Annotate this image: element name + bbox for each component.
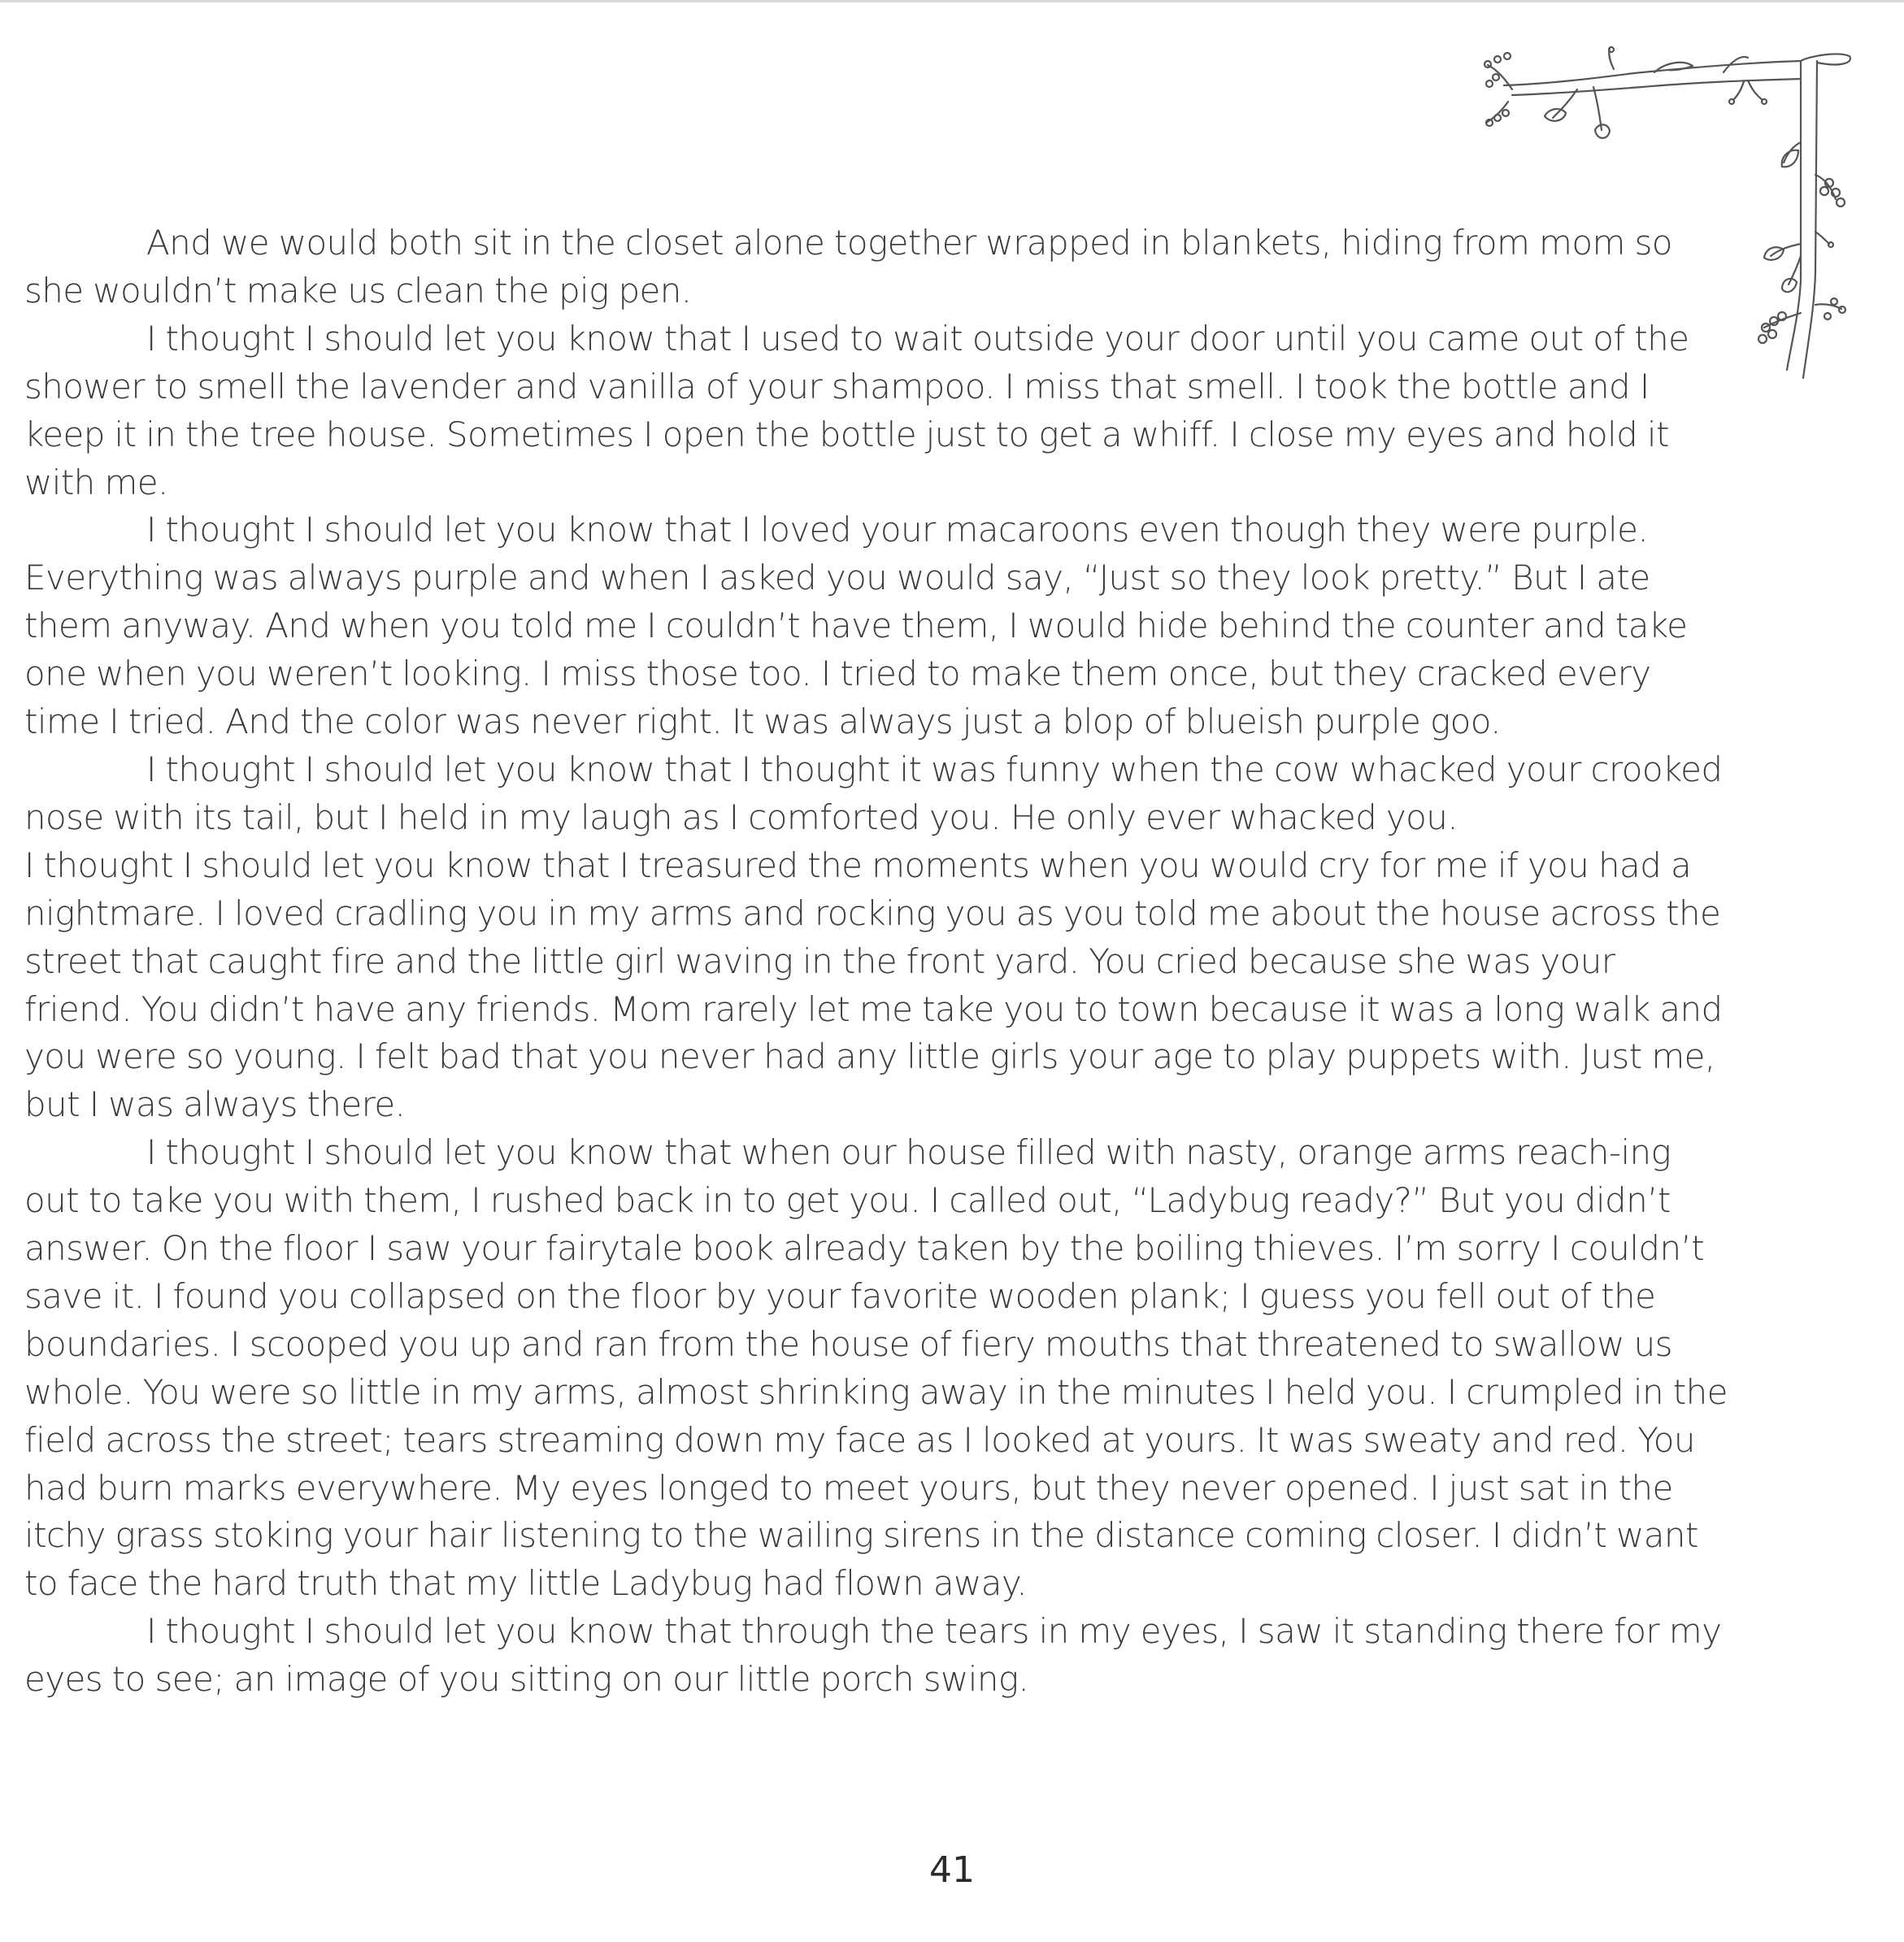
paragraph-macaroons: I thought I should let you know that I loved your macaroons even though they were purple. Everything was always purple and when I asked you would say, “Just so they look pretty.” But I ate them anyway. And when you told me I couldn’t have them, I would hide behind the counter and take one when you weren’t looking. I miss those too. I tried to make them once, but they cracked every time I tried. And the color was never right. It was always just a blop of blueish purple goo. <box>24 510 1688 742</box>
paragraph-porch-swing: I thought I should let you know that through the tears in my eyes, I saw it standing there for my eyes to see; an image of you sitting on our little porch swing. <box>24 1611 1722 1700</box>
paragraph-shampoo: I thought I should let you know that I used to wait outside your door until you came out of the shower to smell the lavender and vanilla of your shampoo. I miss that smell. I took the bottle and I keep it in the tree house. Sometimes I open the bottle just to get a whiff. I close my eyes and hold it with me. <box>24 318 1689 502</box>
paragraph-fire: I thought I should let you know that when our house filled with nasty, orange arms reach-ing out to take you with them, I rushed back in to get you. I called out, “Ladybug ready?” But you didn’t answer. On the floor I saw your fairytale book already taken by the boiling thieves. I’m sorry I couldn’t save it. I found you collapsed on the floor by your favorite wooden plank; I guess you fell out of the boundaries. I scooped you up and ran from the house of fiery mouths that threatened to swallow us whole. You were so little in my arms, almost shrinking away in the minutes I held you. I crumpled in the field across the street; tears streaming down my face as I looked at yours. It was sweaty and red. You had burn marks everywhere. My eyes longed to meet yours, but they never opened. I just sat in the itchy grass stoking your hair listening to the wailing sirens in the distance coming closer. I didn’t want to face the hard truth that my little Ladybug had flown away. <box>24 1132 1728 1604</box>
paragraph-cow: I thought I should let you know that I thought it was funny when the cow whacked your crooked nose with its tail, but I held in my laugh as I comforted you. He only ever whacked you. <box>24 749 1723 837</box>
paragraph-closet: And we would both sit in the closet alone together wrapped in blankets, hiding from mom so she wouldn’t make us clean the pig pen. <box>24 223 1672 311</box>
letter-body <box>24 219 1732 1704</box>
page-top-edge <box>0 0 1904 2</box>
page-number: 41 <box>929 1849 975 1891</box>
paragraph-nightmare: I thought I should let you know that I treasured the moments when you would cry for me if you had a nightmare. I loved cradling you in my arms and rocking you as you told me about the house across the street that caught fire and the little girl waving in the front yard. You cried because she was your friend. You didn’t have any friends. Mom rarely let me take you to town because it was a long walk and you were so young. I felt bad that you never had any little girls your age to play puppets with. Just me, but I was always there. <box>24 845 1723 1125</box>
